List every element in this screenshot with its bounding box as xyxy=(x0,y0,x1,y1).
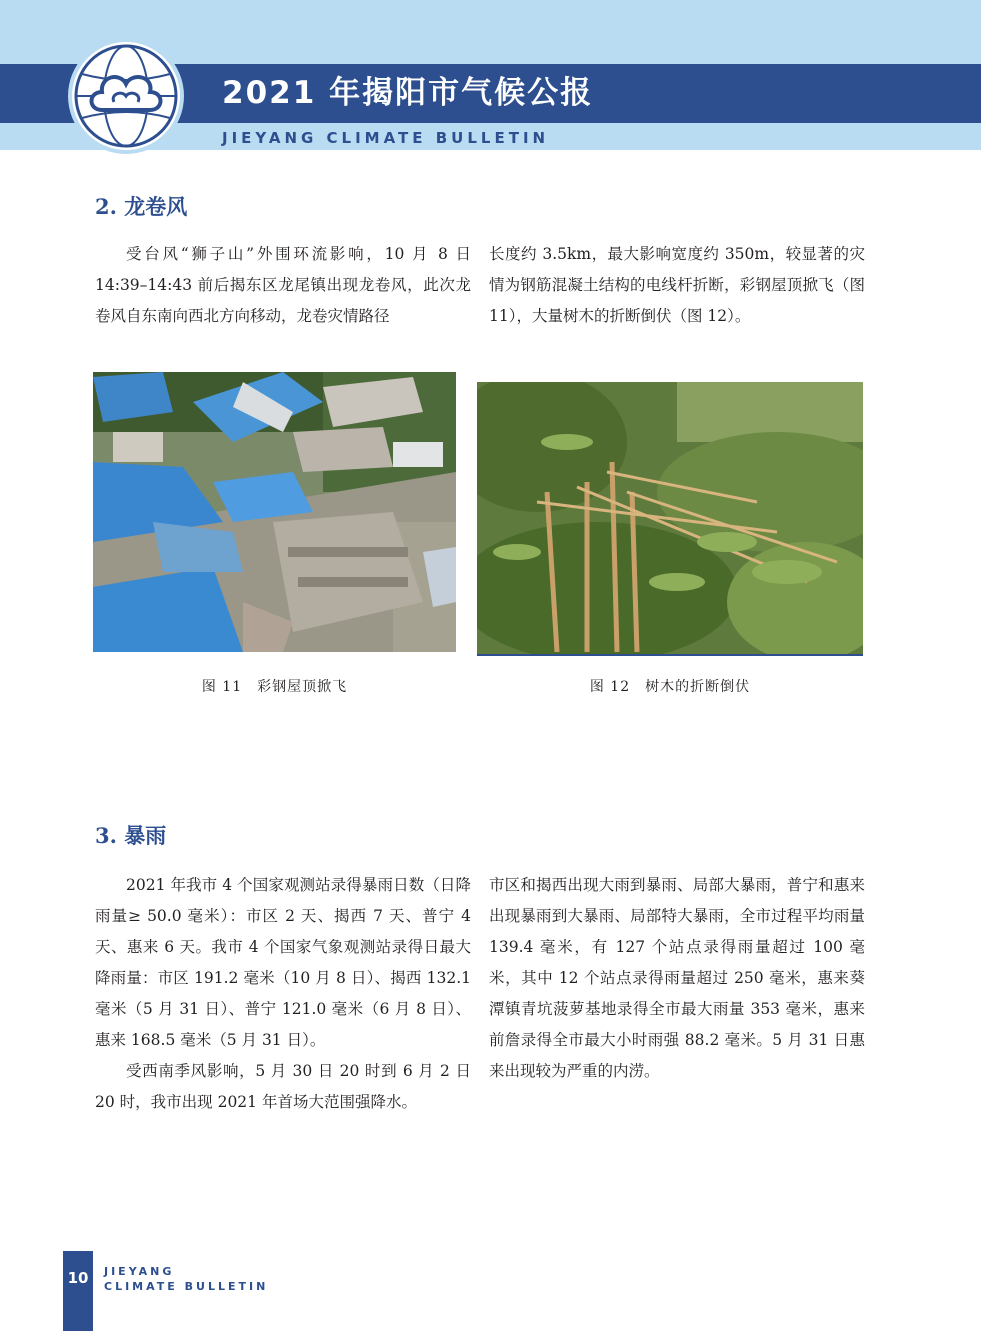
section-heading-rainstorm: 3. 暴雨 xyxy=(95,823,167,848)
figure-11-caption: 图 11 彩钢屋顶掀飞 xyxy=(201,679,348,695)
figure-12-caption: 图 12 树木的折断倒伏 xyxy=(589,679,751,695)
page-subtitle: JIEYANG CLIMATE BULLETIN xyxy=(222,129,550,147)
footer-tab xyxy=(63,1251,93,1331)
figure-12-photo xyxy=(477,382,863,656)
page-number: 10 xyxy=(67,1269,89,1287)
rainstorm-text-right xyxy=(489,870,865,1087)
paragraph: 市区和揭西出现大雨到暴雨、局部大暴雨，普宁和惠来出现暴雨到大暴雨、局部特大暴雨，全市过程平均雨量 139.4 毫米，有 127 个站点录得雨量超过 100 毫米，其中 12 个站点录得雨量超过 250 毫米，惠来葵潭镇青坑菠萝基地录得全市最大雨量 353 毫米，惠来前詹录得全市最大小时雨强 88.2 毫米。5 月 31 日惠来出现较为严重的内涝。 xyxy=(489,876,865,1080)
page-title: 2021 年揭阳市气候公报 xyxy=(222,75,594,111)
rainstorm-text-left xyxy=(95,870,471,1118)
footer-line-2: CLIMATE BULLETIN xyxy=(104,1280,269,1293)
paragraph: 受西南季风影响，5 月 30 日 20 时到 6 月 2 日 20 时，我市出现 2021 年首场大范围强降水。 xyxy=(95,1062,471,1111)
tornado-text-right xyxy=(489,239,865,332)
paragraph: 受台风“狮子山”外围环流影响，10 月 8 日 14:39–14:43 前后揭东区龙尾镇出现龙卷风，此次龙卷风自东南向西北方向移动，龙卷灾情路径 xyxy=(95,245,471,325)
bulletin-logo xyxy=(66,36,186,156)
tornado-text-left xyxy=(95,239,471,332)
paragraph: 2021 年我市 4 个国家观测站录得暴雨日数（日降雨量≥ 50.0 毫米）：市区 2 天、揭西 7 天、普宁 4 天、惠来 6 天。我市 4 个国家气象观测站录得日最大降雨量：市区 191.2 毫米（10 月 8 日）、揭西 132.1 毫米（5 月 31 日）、普宁 121.0 毫米（6 月 8 日）、惠来 168.5 毫米（5 月 31 日）。 xyxy=(95,876,471,1049)
footer-line-1: JIEYANG xyxy=(104,1265,175,1278)
paragraph: 长度约 3.5km，最大影响宽度约 350m，较显著的灾情为钢筋混凝土结构的电线杆折断，彩钢屋顶掀飞（图 11），大量树木的折断倒伏（图 12）。 xyxy=(489,245,865,325)
section-heading-tornado: 2. 龙卷风 xyxy=(95,194,188,219)
figure-11-photo xyxy=(93,372,456,652)
